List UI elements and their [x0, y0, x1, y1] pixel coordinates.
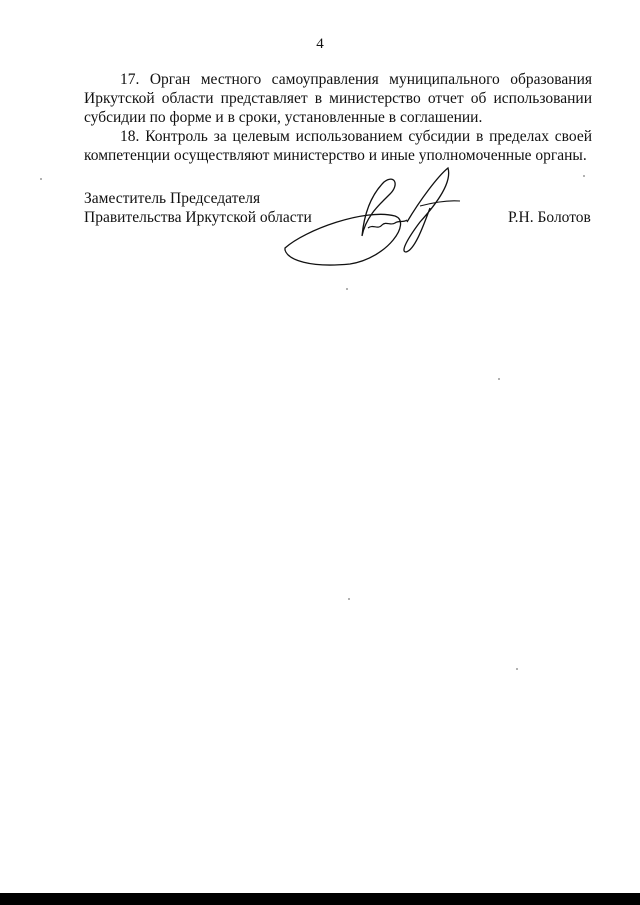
signer-name: Р.Н. Болотов: [508, 209, 591, 226]
scan-speck: [583, 175, 585, 177]
position-line-1: Заместитель Председателя: [84, 190, 261, 207]
paragraph-17: 17. Орган местного самоуправления муниципального образования Иркутской области представляет в министерство отчет об использовании субсидии по форме и в сроки, установленные в соглашении.: [84, 71, 592, 126]
scan-speck: [516, 668, 518, 670]
paragraph-18: 18. Контроль за целевым использованием субсидии в пределах своей компетенции осуществляют министерство и иные уполномоченные органы.: [84, 128, 592, 164]
document-body: [84, 70, 592, 165]
scan-speck: [348, 598, 350, 600]
handwritten-signature: [270, 160, 470, 270]
scan-speck: [40, 178, 42, 180]
position-line-2: Правительства Иркутской области: [84, 209, 312, 226]
page-number: 4: [316, 36, 324, 52]
scan-speck: [346, 288, 348, 290]
scan-speck: [498, 378, 500, 380]
scan-bottom-edge: [0, 893, 640, 905]
